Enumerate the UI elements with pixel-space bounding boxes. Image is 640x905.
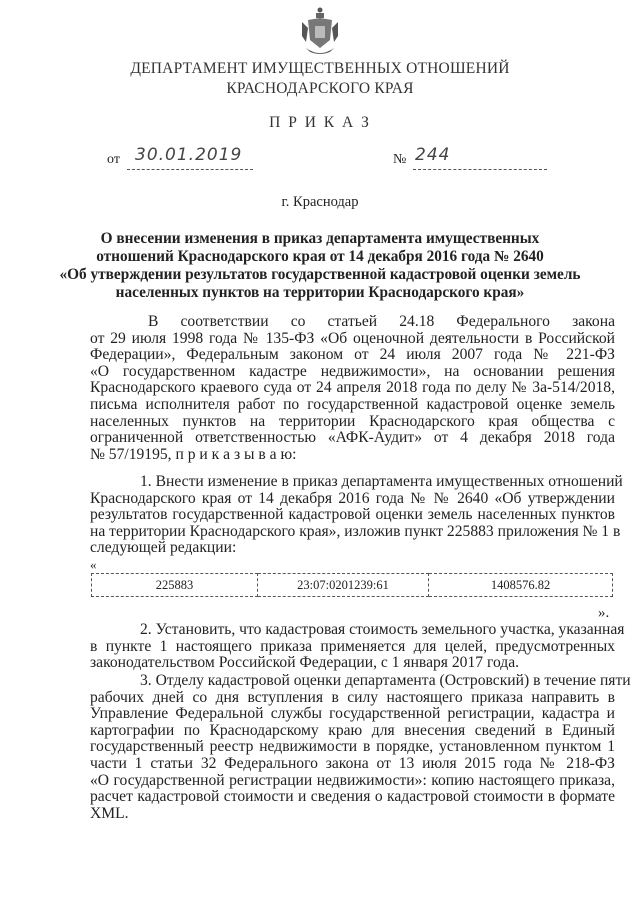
- item3-line: части 1 статьи 32 Федерального закона от 13 июля 2015 года № 218-ФЗ: [90, 755, 615, 772]
- item1-line: 1. Внести изменение в приказ департамента имущественных отношений: [140, 473, 623, 490]
- date-prefix: от: [107, 152, 120, 167]
- preamble-line: Федерации», Федеральным законом от 24 июля 2007 года № 221-ФЗ: [90, 346, 615, 364]
- preamble-line: от 29 июля 1998 года № 135-ФЗ «Об оценочной деятельности в Российской: [90, 329, 615, 347]
- preamble-line: Краснодарского краевого суда от 24 апреля 2018 года по делу № 3а-514/2018,: [90, 379, 615, 397]
- organization-name-line2: КРАСНОДАРСКОГО КРАЯ: [226, 80, 414, 97]
- item3-line: Управление Федеральной службы государственной регистрации, кадастра и: [90, 705, 615, 723]
- organization-name-line1: ДЕПАРТАМЕНТ ИМУЩЕСТВЕННЫХ ОТНОШЕНИЙ: [130, 60, 510, 77]
- preamble-line: ограниченной ответственностью «АФК-Аудит» от 4 декабря 2018 года: [90, 429, 615, 447]
- cadastral-table: [91, 573, 613, 597]
- item1-line: Краснодарского края от 14 декабря 2016 года № № 2640 «Об утверждении: [90, 489, 615, 507]
- title-line: населенных пунктов на территории Краснодарского края»: [115, 284, 525, 301]
- item3-line: государственный реестр недвижимости в порядке, установленном пунктом 1: [90, 738, 615, 756]
- table-cell-cadastral-number: 23:07:0201239:61: [258, 574, 429, 597]
- item3-line: «О государственной регистрации недвижимости»: копию настоящего приказа,: [90, 771, 615, 789]
- item2-line: в пункте 1 настоящего приказа применяется для целей, предусмотренных: [90, 637, 615, 655]
- item1-line: на территории Краснодарского края», изложив пункт 225883 приложения № 1 в: [90, 522, 621, 540]
- item1-line: результатов государственной кадастровой оценки земель населенных пунктов: [90, 506, 615, 524]
- order-date: 30.01.2019: [127, 145, 253, 170]
- item3-line: XML.: [90, 804, 129, 822]
- item1-line: следующей редакции:: [90, 539, 237, 557]
- quote-open: «: [90, 557, 97, 572]
- order-title: [0, 230, 640, 302]
- city: г. Краснодар: [281, 194, 359, 210]
- table-cell-item-number: 225883: [92, 574, 258, 597]
- item2-line: 2. Установить, что кадастровая стоимость земельного участка, указанная: [140, 621, 625, 638]
- quote-close: ».: [598, 605, 610, 621]
- document-type: П Р И К А З: [269, 114, 371, 131]
- preamble-line: письма исполнителя работ по государственной кадастровой оценке земель: [90, 396, 615, 413]
- table-cell-cadastral-value: 1408576.82: [429, 574, 613, 597]
- coat-of-arms-emblem: [300, 6, 340, 58]
- preamble-line: «О государственном кадастре недвижимости», на основании решения: [90, 362, 615, 380]
- preamble-line: населенных пунктов на территории Краснодарского края общества с: [90, 412, 615, 430]
- title-line: О внесении изменения в приказ департамента имущественных: [100, 230, 540, 247]
- title-line: «Об утверждении результатов государственной кадастровой оценки земель: [59, 266, 581, 283]
- preamble-line: В соответствии со статьей 24.18 Федерального закона: [148, 313, 615, 330]
- order-number: 244: [413, 145, 547, 170]
- number-prefix: №: [393, 152, 407, 167]
- table-row: [92, 574, 613, 597]
- item3-line: расчет кадастровой стоимости и сведения о кадастровой стоимости в формате: [90, 788, 615, 806]
- item3-line: 3. Отделу кадастровой оценки департамента (Островский) в течение пяти: [140, 672, 631, 689]
- item2-line: законодательством Российской Федерации, с 1 января 2017 года.: [90, 654, 520, 672]
- item3-line: рабочих дней со дня вступления в силу настоящего приказа направить в: [90, 688, 615, 706]
- title-line: отношений Краснодарского края от 14 декабря 2016 года № 2640: [96, 248, 544, 265]
- preamble-line: № 57/19195, п р и к а з ы в а ю:: [90, 445, 297, 463]
- item3-line: картографии по Краснодарскому краю для внесения сведений в Единый: [90, 721, 615, 739]
